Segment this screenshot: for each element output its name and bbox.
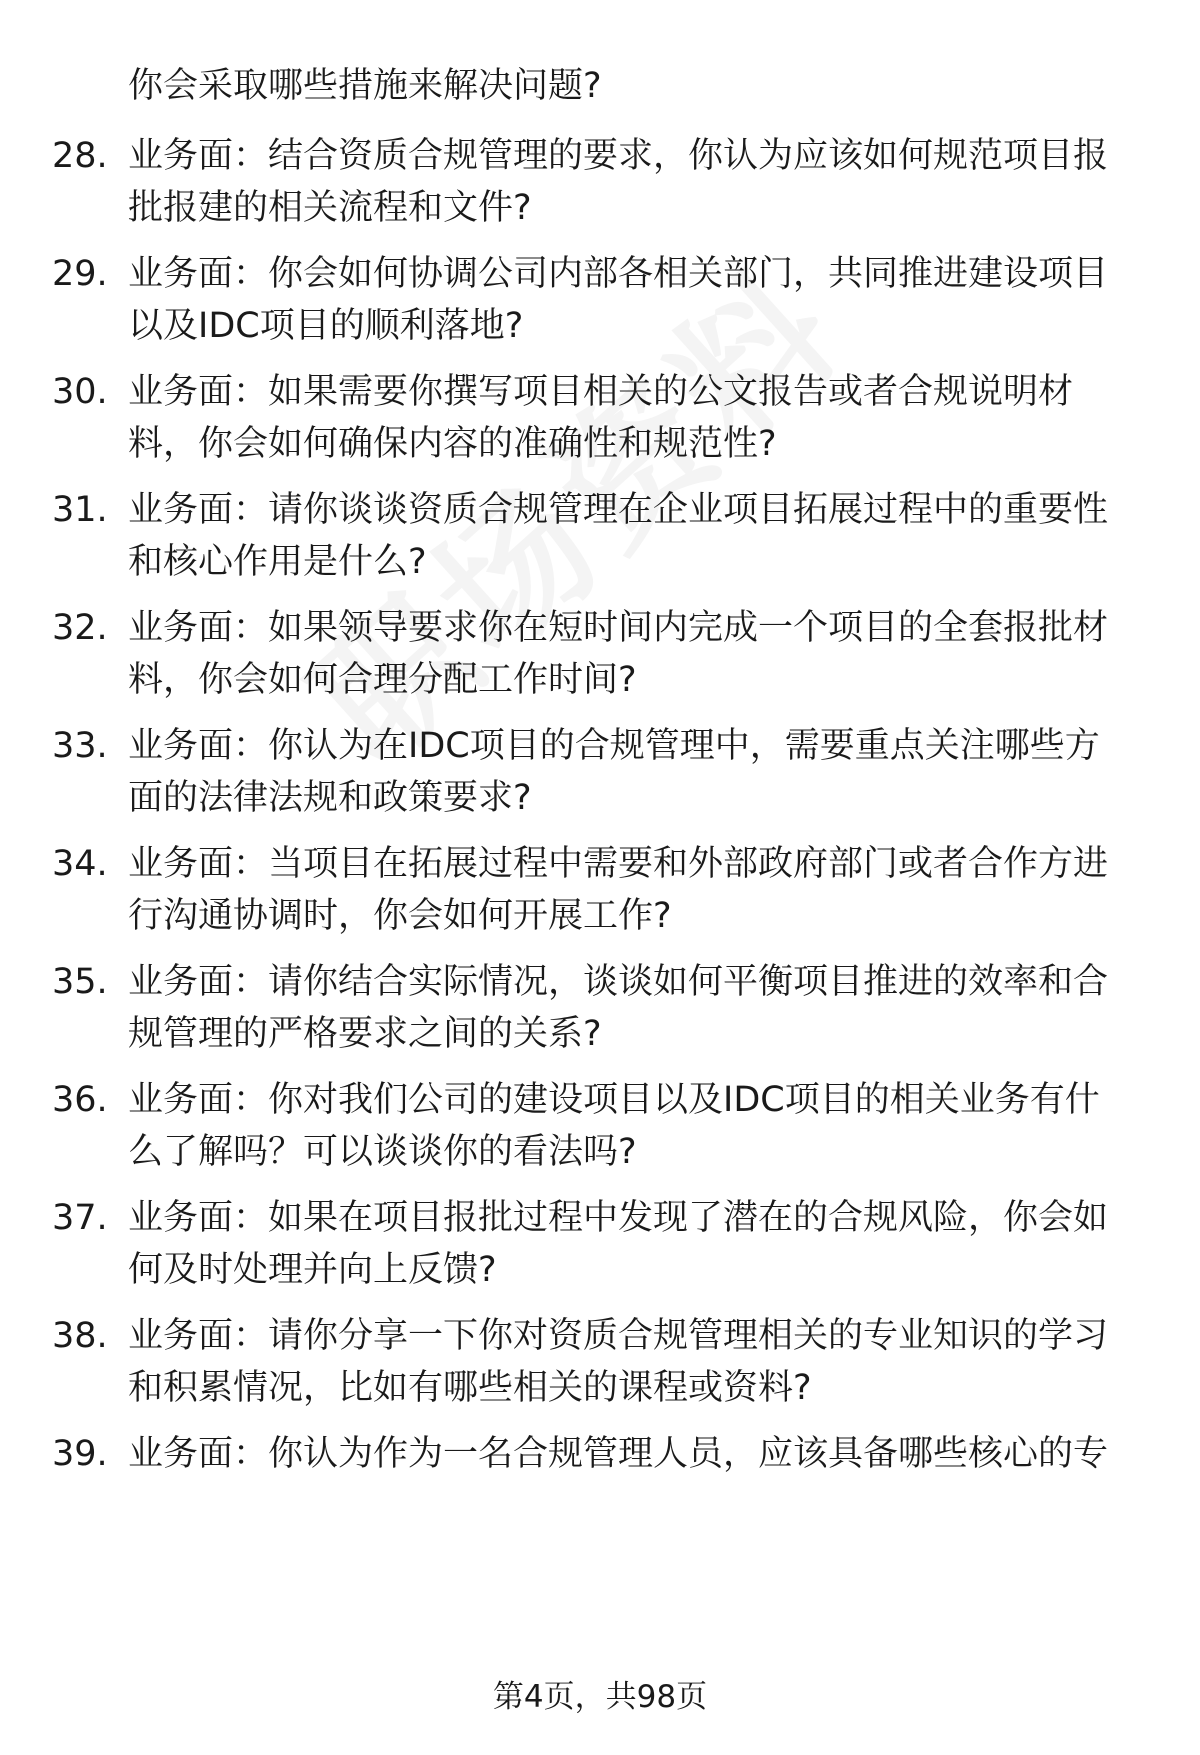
- question-text: 业务面：你认为在IDC项目的合规管理中，需要重点关注哪些方 面的法律法规和政策要求?: [128, 726, 1100, 818]
- question-number: 35.: [52, 962, 108, 1002]
- question-number: 34.: [52, 844, 108, 884]
- question-text: 业务面：如果在项目报批过程中发现了潜在的合规风险，你会如 何及时处理并向上反馈?: [128, 1198, 1109, 1290]
- question-text: 业务面：请你谈谈资质合规管理在企业项目拓展过程中的重要性 和核心作用是什么?: [128, 490, 1109, 582]
- question-text: 业务面：结合资质合规管理的要求，你认为应该如何规范项目报 批报建的相关流程和文件?: [128, 136, 1109, 228]
- question-number: 38.: [52, 1316, 108, 1356]
- question-number: 30.: [52, 372, 108, 412]
- question-text: 业务面：请你分享一下你对资质合规管理相关的专业知识的学习 和积累情况，比如有哪些相关的课程或资料?: [128, 1316, 1109, 1408]
- page-footer: 第4页，共98页: [492, 1679, 708, 1715]
- question-number: 31.: [52, 490, 108, 530]
- question-text: 业务面：如果领导要求你在短时间内完成一个项目的全套报批材 料，你会如何合理分配工作时间?: [128, 608, 1109, 700]
- question-text: 业务面：请你结合实际情况，谈谈如何平衡项目推进的效率和合 规管理的严格要求之间的关系?: [128, 962, 1109, 1054]
- continued-question-text: 你会采取哪些措施来解决问题?: [128, 66, 602, 106]
- question-number: 37.: [52, 1198, 108, 1238]
- question-number: 29.: [52, 254, 108, 294]
- question-number: 28.: [52, 136, 108, 176]
- question-number: 39.: [52, 1434, 108, 1474]
- question-text: 业务面：你对我们公司的建设项目以及IDC项目的相关业务有什 么了解吗？可以谈谈你的看法吗?: [128, 1080, 1100, 1172]
- question-text: 业务面：你认为作为一名合规管理人员，应该具备哪些核心的专: [128, 1434, 1109, 1474]
- question-text: 业务面：你会如何协调公司内部各相关部门，共同推进建设项目 以及IDC项目的顺利落地?: [128, 254, 1109, 346]
- question-number: 33.: [52, 726, 108, 766]
- question-number: 32.: [52, 608, 108, 648]
- question-text: 业务面：如果需要你撰写项目相关的公文报告或者合规说明材 料，你会如何确保内容的准确性和规范性?: [128, 372, 1074, 464]
- question-text: 业务面：当项目在拓展过程中需要和外部政府部门或者合作方进 行沟通协调时，你会如何开展工作?: [128, 844, 1109, 936]
- question-number: 36.: [52, 1080, 108, 1120]
